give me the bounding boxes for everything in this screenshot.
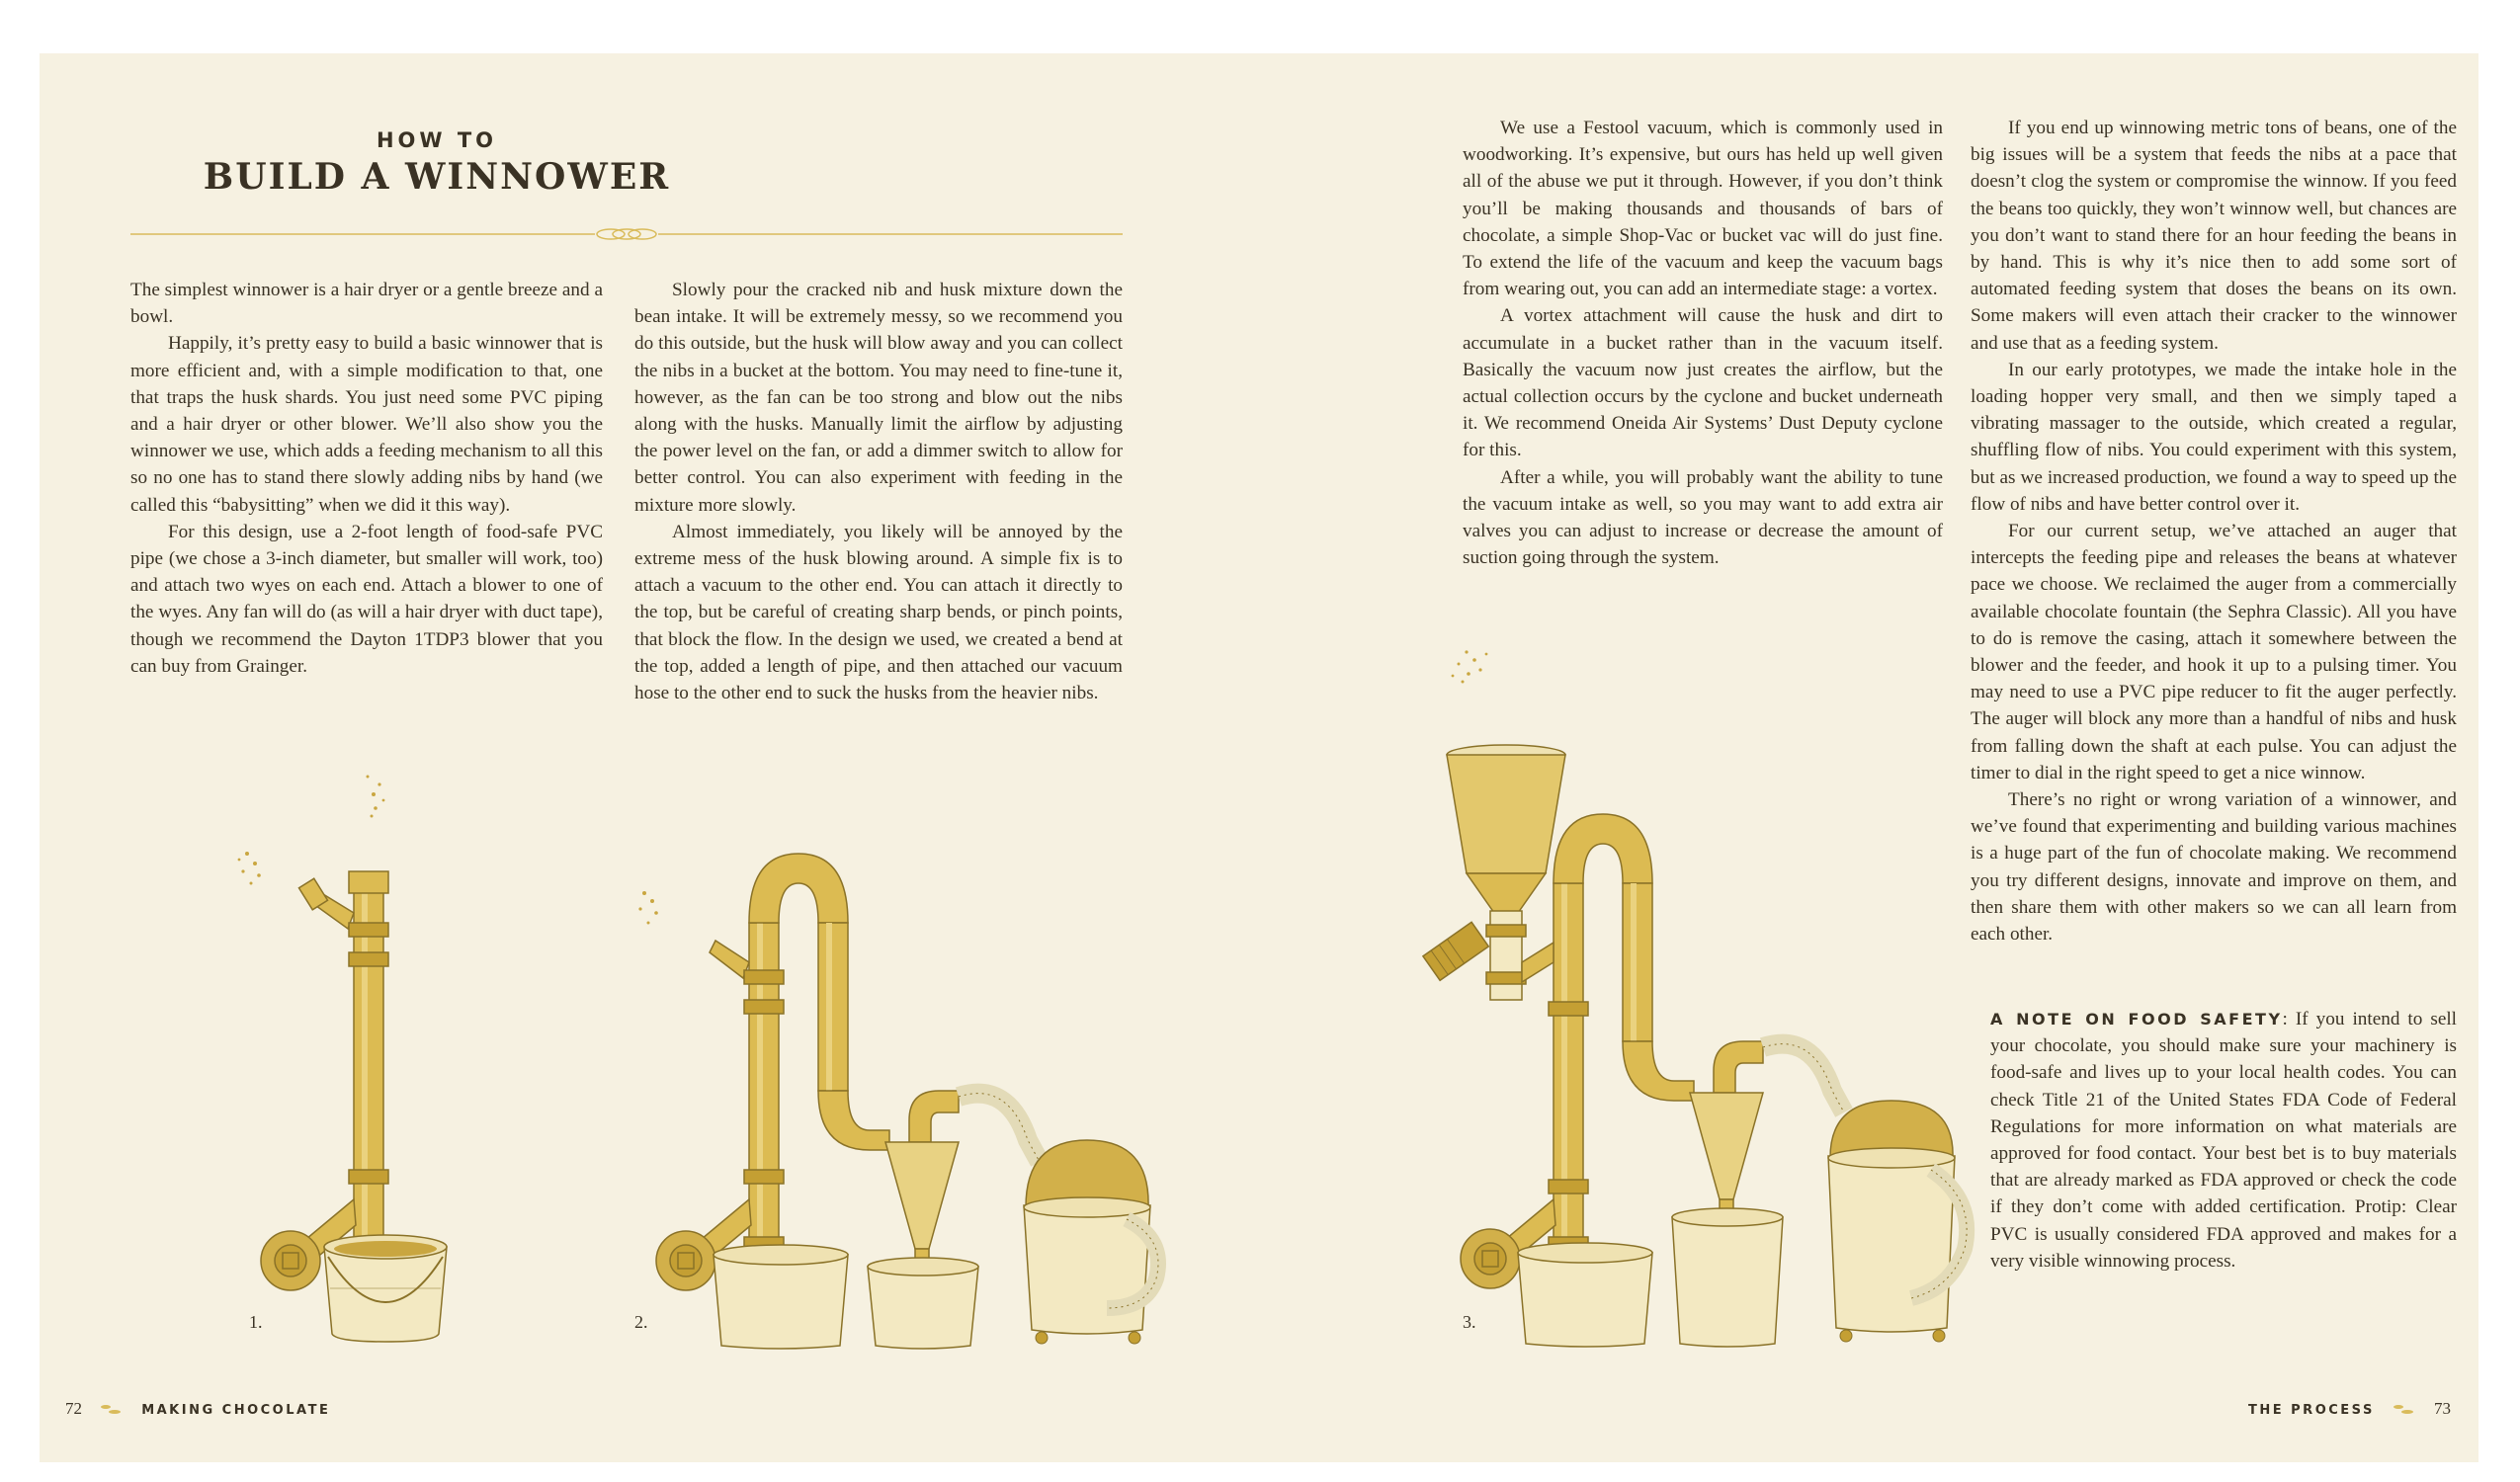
page-title: BUILD A WINNOWER (203, 156, 671, 198)
paragraph: Almost immediately, you likely will be annoyed by the extreme mess of the husk blowing around. A simple fix is to attach a vacuum to the other end. You can attach it directly to the top, but be careful of creating sharp bends, or pinch points, that block the flow. In the design we used, we created a bend at the top, added a length of pipe, and then attached our vacuum hose to the other end to suck the husks from the heavier nibs. (634, 521, 1123, 704)
winnower-illustration-1 (237, 765, 474, 1348)
note-text: : If you intend to sell your chocolate, you should make sure your machinery is food-safe and lives up to your local health codes. You can check Title 21 of the United States FDA Code of Federal Regulations for more information on what materials are approved for food contact. Your best bet is to buy materials that are already marked as FDA approved or check the code if they don’t come with added certification. Protip: Clear PVC is usually considered FDA approved and makes for a very visible winnowing process. (1990, 1009, 2458, 1272)
page-number: 72 (65, 1399, 82, 1418)
paragraph: We use a Festool vacuum, which is commonly used in woodworking. It’s expensive, but ours has held up well given all of the abuse we put it through. However, if you don’t think you’ll be making thousands and thousands of bars of chocolate, a simple Shop-Vac or bucket vac will do just fine. To extend the life of the vacuum and keep the vacuum bags from wearing out, you can add an intermediate stage: a vortex. (1463, 118, 1943, 300)
paragraph: There’s no right or wrong variation of a winnower, and we’ve found that experimenting and building various machines is a huge part of the fun of chocolate making. We recommend you try different designs, innovate and improve on them, and then share them with other makers so we can all learn from each other. (1971, 789, 2457, 946)
paragraph: In our early prototypes, we made the intake hole in the loading hopper very small, and then we simply taped a vibrating massager to the outside, which created a regular, shuffling flow of nibs. You could experiment with this system, but as we increased production, we found a way to speed up the flow of nibs and have better control over it. (1971, 359, 2457, 515)
right-page (1259, 53, 2478, 1462)
winnower-illustration-2 (632, 844, 1166, 1358)
cocoa-bean-icon (2394, 1405, 2415, 1415)
paragraph: The simplest winnower is a hair dryer or a gentle breeze and a bowl. (130, 280, 603, 328)
winnower-illustration-3 (1437, 646, 1990, 1358)
paragraph: Slowly pour the cracked nib and husk mixture down the bean intake. It will be extremely messy, so we recommend you do this outside, but the husk will blow away and you can collect the nibs in a bucket at the bottom. You may need to fine-tune it, however, as the fan can be too strong and blow out the nibs along with the husks. Manually limit the airflow by adjusting the power level on the fan, or add a dimmer switch to allow for better control. You can also experiment with feeding in the mixture more slowly. (634, 280, 1123, 516)
paragraph: A vortex attachment will cause the husk and dirt to accumulate in a bucket rather than in the vacuum itself. Basically the vacuum now just creates the airflow, but the actual collection occurs by the cyclone and bucket underneath it. We recommend Oneida Air Systems’ Dust Deputy cyclone for this. (1463, 305, 1943, 461)
page-number: 73 (2434, 1399, 2451, 1418)
book-spread (40, 53, 2478, 1462)
left-page (40, 53, 1259, 1462)
paragraph: After a while, you will probably want the ability to tune the vacuum intake as well, so you may want to add extra air valves you can adjust to increase or decrease the amount of suction going through the system. (1463, 466, 1943, 569)
heading-small: HOW TO (376, 128, 498, 152)
ornament-rule (130, 227, 1123, 241)
paragraph: For this design, use a 2-foot length of food-safe PVC pipe (we chose a 3-inch diameter, but smaller will work, too) and attach two wyes on each end. Attach a blower to one of the wyes. Any fan will do (as will a hair dryer with duct tape), though we recommend the Dayton 1TDP3 blower that you can buy from Grainger. (130, 521, 603, 677)
figure-label-2: 2. (634, 1312, 648, 1332)
cocoa-bean-icon (101, 1405, 123, 1415)
text-column-3 (1463, 115, 1943, 571)
footer-right (2248, 1399, 2451, 1419)
text-column-4 (1971, 115, 2457, 947)
footer-left (65, 1399, 330, 1419)
food-safety-note (1990, 1006, 2457, 1275)
running-footer: MAKING CHOCOLATE (141, 1403, 331, 1418)
note-heading: A NOTE ON FOOD SAFETY (1990, 1010, 2283, 1029)
paragraph: If you end up winnowing metric tons of beans, one of the big issues will be a system that feeds the nibs at a pace that doesn’t clog the system or compromise the winnow. If you feed the beans too quickly, they won’t winnow well, but chances are you don’t want to stand there for an hour feeding the beans in by hand. This is why it’s nice then to add some sort of automated feeding system that doses the beans on its own. Some makers will even attach their cracker to the winnower and use that as a feeding system. (1971, 118, 2457, 354)
paragraph: Happily, it’s pretty easy to build a basic winnower that is more efficient and, with a simple modification to that, one that traps the husk shards. You just need some PVC piping and a hair dryer or other blower. We’ll also show you the winnower we use, which adds a feeding mechanism to all this so no one has to stand there slowly adding nibs by hand (we called this “babysitting” when we did it this way). (130, 333, 603, 516)
text-column-2 (634, 277, 1123, 706)
running-footer: THE PROCESS (2248, 1403, 2375, 1418)
paragraph: For our current setup, we’ve attached an auger that intercepts the feeding pipe and releases the beans at whatever pace we choose. We reclaimed the auger from a commercially available chocolate fountain (the Sephra Classic). All you have to do is remove the casing, attach it somewhere between the blower and the feeder, and hook it up to a pulsing timer. You may need to use a PVC pipe reducer to fit the auger perfectly. The auger will block any more than a handful of nibs and husk from falling down the shaft at each pulse. You can adjust the timer to dial in the right speed to get a nice winnow. (1971, 521, 2457, 783)
figure-label-1: 1. (249, 1312, 263, 1332)
figure-label-3: 3. (1463, 1312, 1476, 1332)
text-column-1 (130, 277, 603, 680)
